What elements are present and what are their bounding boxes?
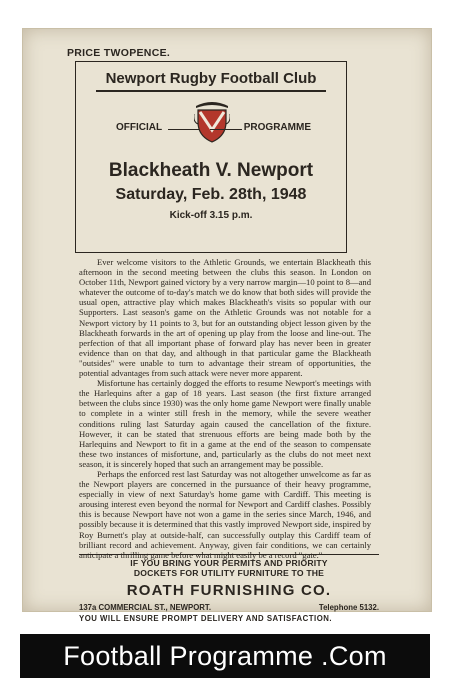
article-paragraph: Perhaps the enforced rest last Saturday was not altogether unwelcome as far as the Newport players are concerned in the pursuance of their heavy programme, especially in view of next Saturday's home game with Cardiff. This meeting is arousing interest even beyond the normal for Newport and Cardiff clashes. Possibly this is because Newport have not won a game in the series since March, 1946, and possibly because it is determined that this vastly improved Newport side, inspired by Roy Burnett's play at outside-half, can successfully outplay this Cardiff team of brilliant record and achievement. Anyway, given fair conditions, we can certainly anticipate a thrilling game before what might easily be a record "gate."	[79, 468, 371, 560]
advert-line: YOU WILL ENSURE PROMPT DELIVERY AND SATISFACTION.	[79, 614, 333, 623]
article-paragraph: Misfortune has certainly dogged the efforts to resume Newport's meetings with the Harlequins after a gap of 18 years. Last season (the first fixture arranged between the clubs since 1930) was the only home game Newport were finally unable to complete in a winter still fresh in the memory, while the severe weather conditions ruling last Saturday again caused the cancellation of the fixture. However, it can be stated that strenuous efforts are being made both by the Harlequins and Newport to fit in a game at the end of the season to compensate these two instances of misfortune, and, particularly as the clubs do not meet next season, it is sincerely hoped that such an arrangement may be possible.	[79, 378, 371, 469]
price-label: PRICE TWOPENCE.	[67, 47, 171, 59]
match-title: Blackheath V. Newport	[108, 160, 314, 181]
advertiser-address: 137a COMMERCIAL ST., NEWPORT.	[79, 603, 211, 612]
kickoff-time: Kick-off 3.15 p.m.	[169, 210, 253, 221]
divider	[96, 90, 326, 92]
advertiser-name: ROATH FURNISHING CO.	[126, 582, 332, 599]
watermark-banner: Football Programme .Com	[20, 634, 430, 678]
club-crest-icon	[194, 100, 230, 144]
divider	[210, 129, 242, 130]
club-title: Newport Rugby Football Club	[105, 70, 317, 87]
article-text	[79, 257, 371, 560]
advertisement	[79, 558, 379, 623]
advertiser-telephone: Telephone 5132.	[318, 603, 379, 612]
match-date: Saturday, Feb. 28th, 1948	[115, 186, 307, 203]
advert-line: DOCKETS FOR UTILITY FURNITURE TO THE	[133, 568, 325, 578]
official-label: OFFICIAL	[116, 122, 163, 133]
advert-contact-row	[79, 603, 379, 612]
programme-page	[22, 28, 432, 623]
header-box	[75, 61, 347, 253]
divider	[79, 554, 379, 555]
programme-label: PROGRAMME	[243, 122, 311, 133]
article-paragraph: Ever welcome visitors to the Athletic Grounds, we entertain Blackheath this afternoon in the second meeting between the clubs this season. In London on October 11th, Newport gained victory by a very narrow margin—10 point to 8—and whatever the outcome of to-day's match we do know that both sides will provide the usual open, attractive play which makes Blackheath's visits so popular with our Supporters. Last season's game on the Athletic Grounds was not notable for a Newport victory by 11 points to 3, but for an outstanding object lesson given by the Blackheath forwards in the art of opening up play from the loose and line-out. The perfection of that all important phase of forward play has never been in greater evidence than on that day, and although in that particular game the Blackheath "outsides" were unable to turn to advantage their stream of opportunities, the potential advantages from such attack were never more apparent.	[79, 257, 371, 379]
advert-line: IF YOU BRING YOUR PERMITS AND PRIORITY	[130, 558, 328, 568]
